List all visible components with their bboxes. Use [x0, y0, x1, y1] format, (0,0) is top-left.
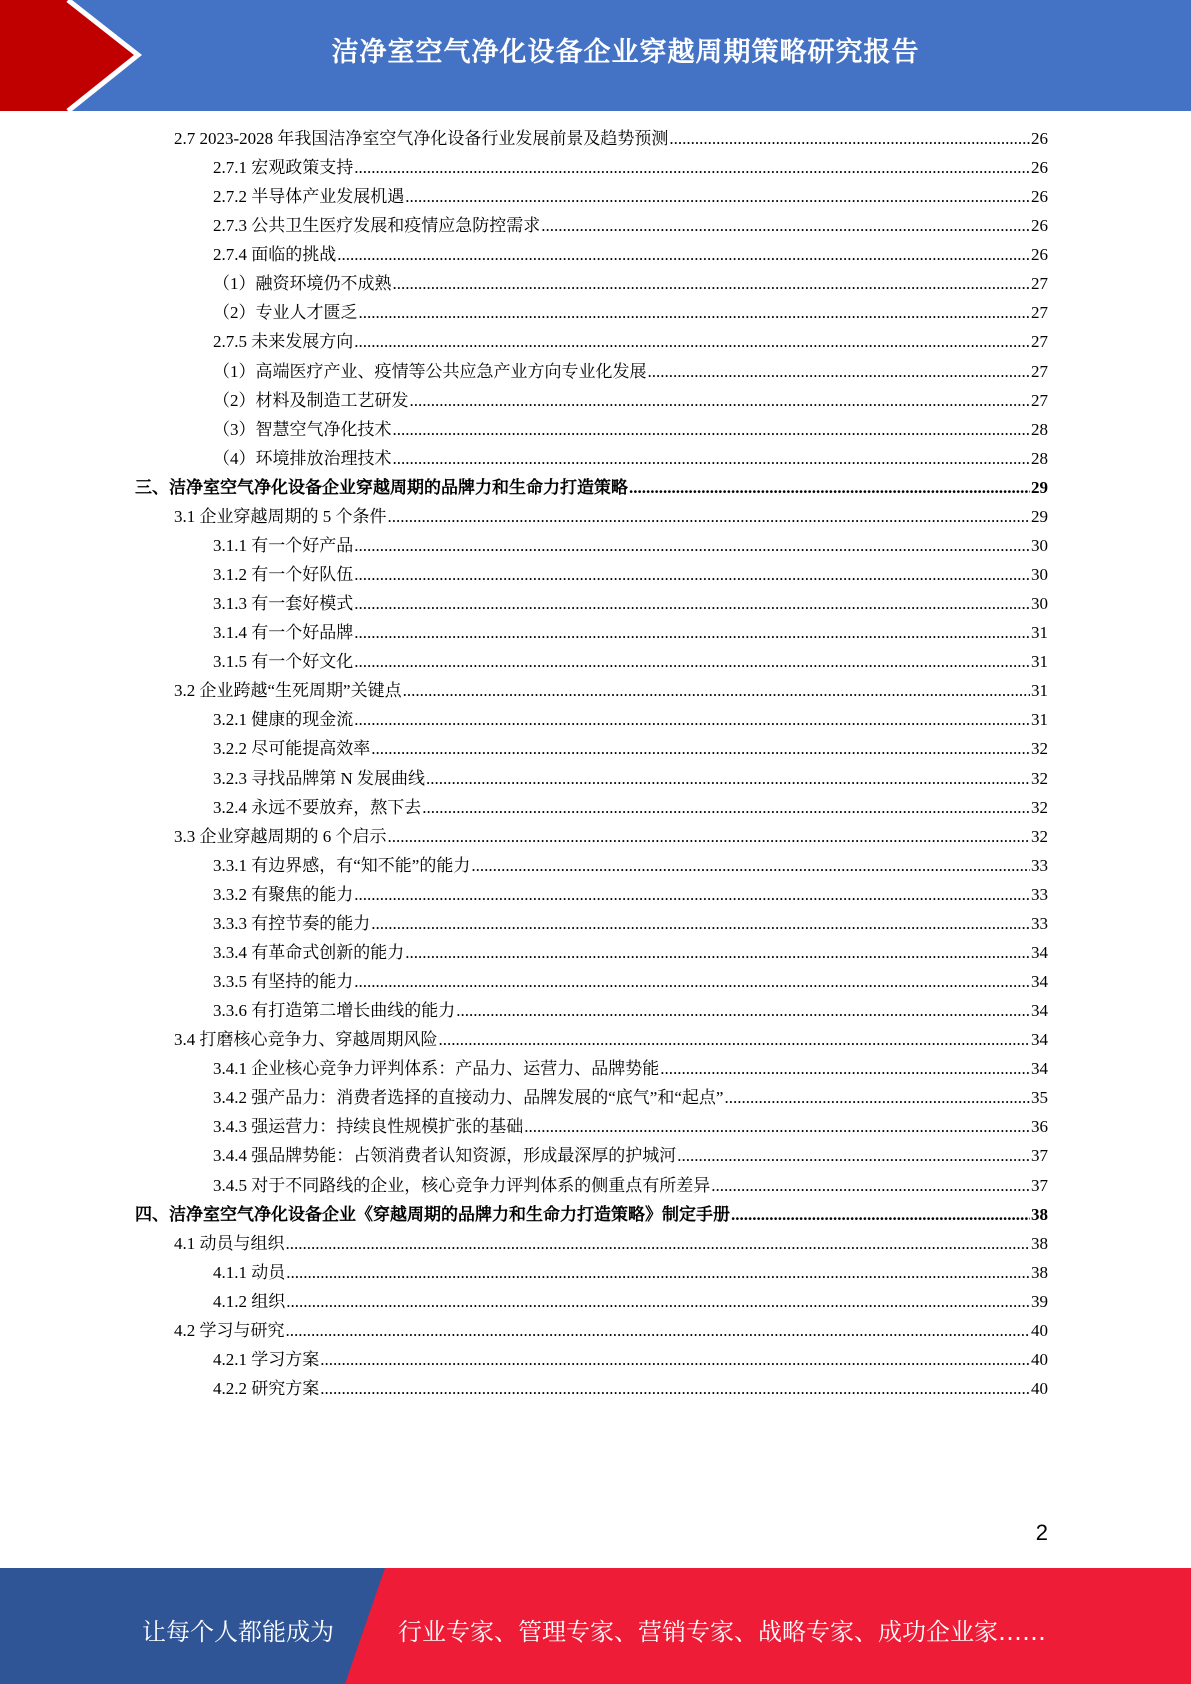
toc-entry[interactable] — [174, 1021, 1048, 1050]
toc-leader-dots — [354, 710, 1030, 730]
toc-entry[interactable] — [213, 1137, 1048, 1166]
toc-entry-label: （4）环境排放治理技术 — [213, 448, 392, 468]
toc-entry[interactable] — [213, 614, 1048, 643]
toc-entry-page: 33 — [1031, 913, 1048, 933]
toc-entry[interactable] — [174, 672, 1048, 701]
toc-entry[interactable] — [213, 207, 1048, 236]
toc-leader-dots — [524, 1117, 1030, 1137]
toc-entry-label: 3.2.3 寻找品牌第 N 发展曲线 — [213, 768, 426, 788]
toc-entry-page: 26 — [1031, 129, 1048, 148]
toc-leader-dots — [371, 739, 1030, 759]
toc-leader-dots — [354, 972, 1030, 992]
toc-entry[interactable] — [213, 760, 1048, 789]
toc-entry-label: 3.2.1 健康的现金流 — [213, 710, 354, 730]
toc-entry[interactable] — [213, 934, 1048, 963]
toc-entry-page: 32 — [1031, 739, 1048, 759]
toc-leader-dots — [286, 1234, 1031, 1254]
toc-entry-label: 4.1.2 组织 — [213, 1291, 286, 1311]
toc-leader-dots — [541, 216, 1030, 236]
toc-entry[interactable] — [213, 847, 1048, 876]
toc-entry-label: 3.3 企业穿越周期的 6 个启示 — [174, 826, 387, 846]
toc-entry-label: 3.3.2 有聚焦的能力 — [213, 884, 354, 904]
toc-entry-page: 29 — [1031, 477, 1048, 497]
toc-entry[interactable] — [213, 294, 1048, 323]
report-title: 洁净室空气净化设备企业穿越周期策略研究报告 — [331, 37, 920, 68]
toc-entry[interactable] — [213, 730, 1048, 759]
toc-entry-page: 35 — [1031, 1088, 1048, 1108]
toc-leader-dots — [393, 420, 1031, 440]
toc-leader-dots — [724, 1088, 1030, 1108]
toc-entry-label: （2）材料及制造工艺研发 — [213, 390, 409, 410]
toc-entry-label: 2.7.3 公共卫生医疗发展和疫情应急防控需求 — [213, 216, 541, 236]
toc-entry-label: 3.1.3 有一套好模式 — [213, 594, 354, 614]
toc-entry[interactable] — [213, 149, 1048, 178]
toc-entry-page: 27 — [1031, 390, 1048, 410]
toc-entry-page: 30 — [1031, 594, 1048, 614]
toc-leader-dots — [354, 623, 1030, 643]
toc-entry-page: 28 — [1031, 448, 1048, 468]
toc-entry-page: 34 — [1031, 1059, 1048, 1079]
toc-entry-page: 37 — [1031, 1175, 1048, 1195]
toc-entry[interactable] — [213, 963, 1048, 992]
toc-leader-dots — [354, 158, 1030, 178]
toc-leader-dots — [405, 943, 1030, 963]
toc-leader-dots — [669, 129, 1030, 149]
toc-leader-dots — [393, 449, 1031, 469]
toc-leader-dots — [354, 565, 1030, 585]
toc-entry-label: 3.4.4 强品牌势能：占领消费者认知资源，形成最深厚的护城河 — [213, 1146, 677, 1166]
toc-leader-dots — [426, 769, 1030, 789]
toc-entry-label: （2）专业人才匮乏 — [213, 303, 358, 323]
toc-entry-label: 3.2.4 永远不要放弃，熬下去 — [213, 797, 422, 817]
toc-entry-label: 3.3.4 有革命式创新的能力 — [213, 942, 405, 962]
toc-leader-dots — [286, 1263, 1030, 1283]
toc-entry-page: 27 — [1031, 274, 1048, 294]
toc-entry[interactable] — [213, 1108, 1048, 1137]
toc-entry[interactable] — [213, 992, 1048, 1021]
toc-leader-dots — [405, 187, 1030, 207]
toc-entry-label: 2.7 2023-2028 年我国洁净室空气净化设备行业发展前景及趋势预测 — [174, 129, 669, 148]
toc-entry-page: 26 — [1031, 187, 1048, 207]
toc-leader-dots — [660, 1059, 1030, 1079]
toc-entry-page: 40 — [1031, 1320, 1048, 1340]
footer-slogan-right: 行业专家、管理专家、营销专家、战略专家、成功企业家…… — [398, 1618, 1046, 1646]
toc-leader-dots — [648, 362, 1031, 382]
toc-entry-label: 4.2.1 学习方案 — [213, 1349, 320, 1369]
toc-entry-label: 4.1 动员与组织 — [174, 1233, 285, 1253]
toc-entry-label: 三、洁净室空气净化设备企业穿越周期的品牌力和生命力打造策略 — [135, 477, 628, 497]
toc-entry-label: 4.2.2 研究方案 — [213, 1379, 320, 1398]
toc-leader-dots — [320, 1350, 1030, 1370]
toc-entry-page: 26 — [1031, 216, 1048, 236]
toc-leader-dots — [388, 827, 1031, 847]
toc-entry-page: 30 — [1031, 535, 1048, 555]
toc-entry-label: 2.7.1 宏观政策支持 — [213, 158, 354, 178]
toc-leader-dots — [354, 594, 1030, 614]
toc-entry[interactable] — [174, 1225, 1048, 1254]
toc-entry[interactable] — [213, 1079, 1048, 1108]
page-number: 2 — [1035, 1520, 1048, 1545]
toc-entry-page: 33 — [1031, 884, 1048, 904]
toc-entry[interactable] — [213, 1050, 1048, 1079]
toc-entry[interactable] — [213, 353, 1048, 382]
toc-entry-label: （1）高端医疗产业、疫情等公共应急产业方向专业化发展 — [213, 361, 647, 381]
toc-entry-label: 四、洁净室空气净化设备企业《穿越周期的品牌力和生命力打造策略》制定手册 — [135, 1204, 730, 1224]
toc-leader-dots — [354, 332, 1030, 352]
toc-entry-label: 3.4.5 对于不同路线的企业，核心竞争力评判体系的侧重点有所差异 — [213, 1175, 711, 1195]
toc-leader-dots — [354, 652, 1030, 672]
toc-entry-label: 4.2 学习与研究 — [174, 1320, 285, 1340]
toc-leader-dots — [337, 245, 1030, 265]
toc-entry-page: 40 — [1031, 1349, 1048, 1369]
toc-entry-page: 34 — [1031, 1001, 1048, 1021]
toc-entry[interactable] — [213, 701, 1048, 730]
toc-entry[interactable] — [174, 120, 1048, 149]
toc-entry[interactable] — [213, 527, 1048, 556]
toc-entry-page: 31 — [1031, 681, 1048, 701]
toc-entry-label: 3.4.1 企业核心竞争力评判体系：产品力、运营力、品牌势能 — [213, 1059, 660, 1079]
toc-entry[interactable] — [213, 556, 1048, 585]
toc-leader-dots — [354, 885, 1030, 905]
toc-entry-label: 2.7.4 面临的挑战 — [213, 245, 337, 265]
toc-entry[interactable] — [174, 498, 1048, 527]
toc-entry-page: 37 — [1031, 1146, 1048, 1166]
toc-entry-page: 32 — [1031, 797, 1048, 817]
toc-leader-dots — [410, 391, 1031, 411]
toc-entry[interactable] — [213, 905, 1048, 934]
toc-leader-dots — [393, 274, 1031, 294]
toc-entry[interactable] — [174, 818, 1048, 847]
toc-entry-label: 3.1.2 有一个好队伍 — [213, 565, 354, 585]
toc-entry-page: 28 — [1031, 419, 1048, 439]
toc-entry[interactable] — [213, 178, 1048, 207]
toc-entry[interactable] — [213, 789, 1048, 818]
toc-entry-page: 31 — [1031, 623, 1048, 643]
toc-leader-dots — [371, 914, 1030, 934]
toc-entry-label: 3.3.6 有打造第二增长曲线的能力 — [213, 1001, 456, 1021]
toc-entry-label: 3.3.3 有控节奏的能力 — [213, 913, 371, 933]
toc-entry-page: 38 — [1031, 1233, 1048, 1253]
toc-entry-label: 3.3.1 有边界感，有“知不能”的能力 — [213, 855, 471, 875]
toc-entry-label: （3）智慧空气净化技术 — [213, 419, 392, 439]
toc-leader-dots — [422, 798, 1030, 818]
toc-entry-page: 31 — [1031, 652, 1048, 672]
toc-entry-page: 30 — [1031, 565, 1048, 585]
toc-entry[interactable] — [213, 1167, 1048, 1196]
toc-entry-page: 27 — [1031, 303, 1048, 323]
toc-entry[interactable] — [213, 236, 1048, 265]
toc-leader-dots — [359, 303, 1031, 323]
toc-entry[interactable] — [213, 585, 1048, 614]
toc-leader-dots — [629, 478, 1030, 498]
toc-entry-page: 34 — [1031, 972, 1048, 992]
toc-entry-page: 38 — [1031, 1204, 1048, 1224]
toc-entry-label: 3.2.2 尽可能提高效率 — [213, 739, 371, 759]
toc-leader-dots — [471, 856, 1030, 876]
toc-entry-label: 4.1.1 动员 — [213, 1262, 286, 1282]
toc-entry[interactable] — [174, 1312, 1048, 1341]
toc-leader-dots — [677, 1146, 1030, 1166]
toc-entry[interactable] — [213, 323, 1048, 352]
toc-entry-label: 3.1.1 有一个好产品 — [213, 535, 354, 555]
toc-leader-dots — [456, 1001, 1030, 1021]
toc-entry[interactable] — [135, 469, 1048, 498]
toc-entry[interactable] — [213, 643, 1048, 672]
toc-entry-page: 31 — [1031, 710, 1048, 730]
toc-entry-page: 40 — [1031, 1379, 1048, 1398]
toc-leader-dots — [320, 1379, 1030, 1399]
toc-entry[interactable] — [213, 1370, 1048, 1399]
toc-entry-page: 36 — [1031, 1117, 1048, 1137]
toc-leader-dots — [439, 1030, 1031, 1050]
toc-entry[interactable] — [213, 411, 1048, 440]
toc-leader-dots — [388, 507, 1031, 527]
toc-entry[interactable] — [213, 440, 1048, 469]
toc-entry-page: 34 — [1031, 942, 1048, 962]
toc-entry-page: 38 — [1031, 1262, 1048, 1282]
toc-entry[interactable] — [213, 265, 1048, 294]
toc-entry-label: 3.4.3 强运营力：持续良性规模扩张的基础 — [213, 1117, 524, 1137]
toc-entry-label: （1）融资环境仍不成熟 — [213, 274, 392, 294]
toc-entry-label: 3.4.2 强产品力：消费者选择的直接动力、品牌发展的“底气”和“起点” — [213, 1088, 724, 1108]
toc-entry-label: 3.1.4 有一个好品牌 — [213, 623, 354, 643]
toc-entry-page: 39 — [1031, 1291, 1048, 1311]
toc-entry-label: 2.7.5 未来发展方向 — [213, 332, 354, 352]
toc-entry[interactable] — [213, 876, 1048, 905]
toc-entry-label: 3.3.5 有坚持的能力 — [213, 972, 354, 992]
toc-leader-dots — [711, 1176, 1030, 1196]
toc-entry-page: 27 — [1031, 332, 1048, 352]
toc-entry-page: 29 — [1031, 506, 1048, 526]
toc-entry-label: 3.4 打磨核心竞争力、穿越周期风险 — [174, 1030, 438, 1050]
toc-entry-page: 26 — [1031, 245, 1048, 265]
toc-leader-dots — [286, 1321, 1031, 1341]
toc-entry[interactable] — [213, 1283, 1048, 1312]
page-header — [0, 0, 1191, 111]
toc-leader-dots — [286, 1292, 1030, 1312]
toc-entry-label: 3.1.5 有一个好文化 — [213, 652, 354, 672]
toc-entry-page: 27 — [1031, 361, 1048, 381]
toc-entry-page: 26 — [1031, 158, 1048, 178]
footer-slogan-left: 让每个人都能成为 — [142, 1618, 334, 1646]
toc-entry-page: 32 — [1031, 768, 1048, 788]
toc-entry-label: 3.1 企业穿越周期的 5 个条件 — [174, 506, 387, 526]
toc-leader-dots — [403, 681, 1030, 701]
toc-entry-label: 2.7.2 半导体产业发展机遇 — [213, 187, 405, 207]
toc-entry-page: 34 — [1031, 1030, 1048, 1050]
toc-entry[interactable] — [213, 382, 1048, 411]
toc-entry-label: 3.2 企业跨越“生死周期”关键点 — [174, 681, 402, 701]
toc-entry[interactable] — [135, 1196, 1048, 1225]
toc-leader-dots — [731, 1205, 1030, 1225]
toc-leader-dots — [354, 536, 1030, 556]
toc-entry-page: 33 — [1031, 855, 1048, 875]
toc-entry[interactable] — [213, 1341, 1048, 1370]
toc-entry[interactable] — [213, 1254, 1048, 1283]
page-footer — [0, 1568, 1191, 1684]
toc-entry-page: 32 — [1031, 826, 1048, 846]
